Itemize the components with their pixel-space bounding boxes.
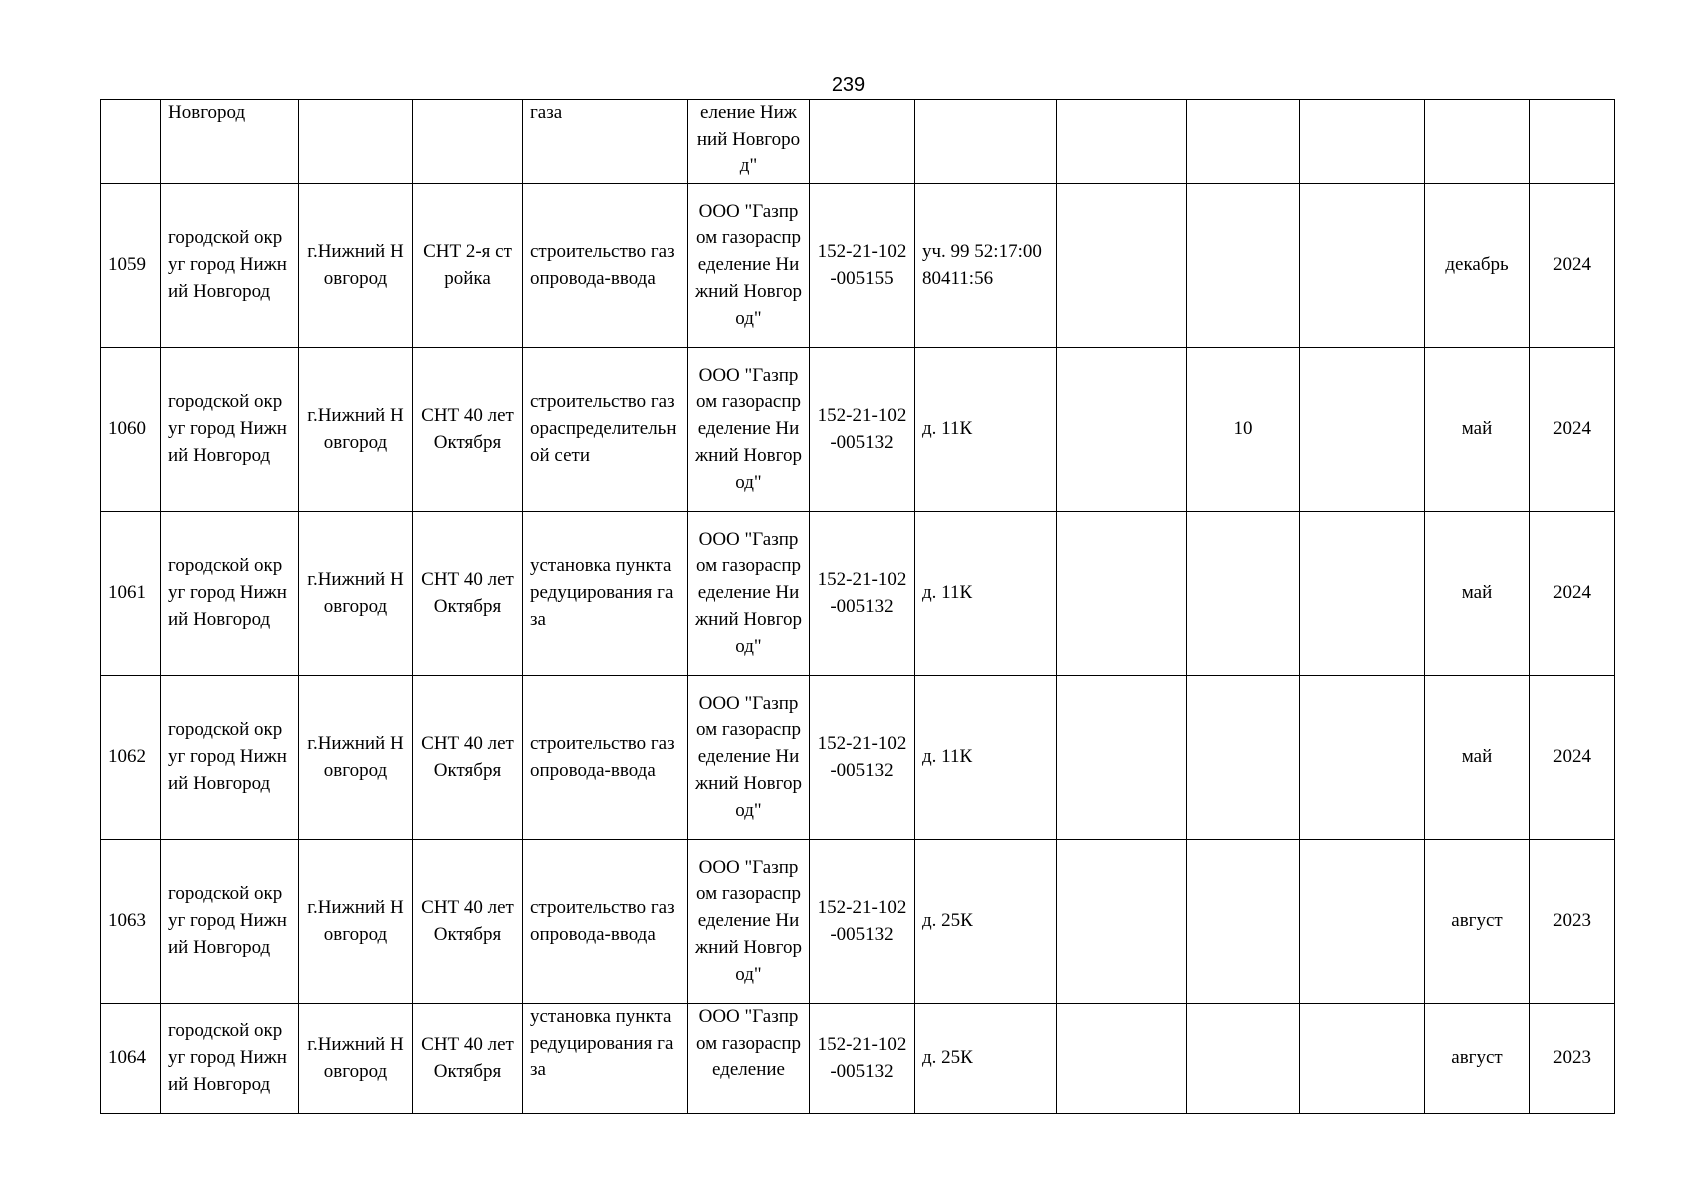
cell-settlement: г.Нижний Новгород (299, 184, 413, 348)
cell-row-number: 1061 (101, 512, 161, 676)
page-number: 239 (831, 74, 866, 96)
cell-extra-3 (1300, 840, 1425, 1004)
cell-month: май (1425, 676, 1530, 840)
cell-contract: 152-21-102-005155 (810, 184, 915, 348)
table-row (101, 512, 1615, 676)
cell-settlement: г.Нижний Новгород (299, 1004, 413, 1114)
cell-address: д. 11К (915, 348, 1057, 512)
table-row-continued (101, 100, 1615, 184)
cell-row-number: 1062 (101, 676, 161, 840)
cell-year: 2023 (1530, 840, 1615, 1004)
cell-extra-2 (1187, 512, 1300, 676)
cell-address: уч. 99 52:17:0080411:56 (915, 184, 1057, 348)
table-body (101, 100, 1615, 1114)
cell-organization: еление Нижний Новгород" (688, 100, 810, 184)
table-row (101, 348, 1615, 512)
register-table (100, 99, 1615, 1114)
cell-year: 2024 (1530, 184, 1615, 348)
cell-address: д. 25К (915, 840, 1057, 1004)
cell-work-type: установка пункта редуцирования газа (523, 512, 688, 676)
cell-work-type: строительство газопровода-ввода (523, 676, 688, 840)
cell-work-type: строительство газопровода-ввода (523, 184, 688, 348)
cell-extra-3 (1300, 348, 1425, 512)
cell-site: СНТ 40 лет Октября (413, 1004, 523, 1114)
cell-month (1425, 100, 1530, 184)
cell-settlement (299, 100, 413, 184)
cell-contract: 152-21-102-005132 (810, 840, 915, 1004)
cell-organization: ООО "Газпром газораспределение Нижний Новгород" (688, 512, 810, 676)
cell-site: СНТ 40 лет Октября (413, 840, 523, 1004)
cell-extra-2 (1187, 1004, 1300, 1114)
cell-settlement: г.Нижний Новгород (299, 348, 413, 512)
cell-extra-1 (1057, 512, 1187, 676)
cell-extra-1 (1057, 1004, 1187, 1114)
cell-contract: 152-21-102-005132 (810, 348, 915, 512)
cell-organization: ООО "Газпром газораспределение Нижний Новгород" (688, 184, 810, 348)
cell-row-number: 1059 (101, 184, 161, 348)
cell-row-number: 1060 (101, 348, 161, 512)
cell-row-number: 1063 (101, 840, 161, 1004)
cell-contract: 152-21-102-005132 (810, 676, 915, 840)
cell-municipality: городской округ город Нижний Новгород (161, 512, 299, 676)
cell-extra-3 (1300, 512, 1425, 676)
cell-extra-1 (1057, 676, 1187, 840)
table-row (101, 1004, 1615, 1114)
cell-address (915, 100, 1057, 184)
cell-extra-2: 10 (1187, 348, 1300, 512)
cell-month: август (1425, 840, 1530, 1004)
cell-work-type: строительство газопровода-ввода (523, 840, 688, 1004)
cell-year (1530, 100, 1615, 184)
cell-extra-1 (1057, 840, 1187, 1004)
cell-settlement: г.Нижний Новгород (299, 840, 413, 1004)
cell-municipality: городской округ город Нижний Новгород (161, 184, 299, 348)
cell-contract: 152-21-102-005132 (810, 512, 915, 676)
cell-extra-2 (1187, 676, 1300, 840)
cell-municipality: Новгород (161, 100, 299, 184)
cell-municipality: городской округ город Нижний Новгород (161, 676, 299, 840)
cell-row-number (101, 100, 161, 184)
cell-extra-3 (1300, 676, 1425, 840)
cell-extra-1 (1057, 348, 1187, 512)
cell-extra-1 (1057, 184, 1187, 348)
cell-extra-2 (1187, 840, 1300, 1004)
cell-municipality: городской округ город Нижний Новгород (161, 840, 299, 1004)
table-row (101, 676, 1615, 840)
cell-organization: ООО "Газпром газораспределение Нижний Новгород" (688, 348, 810, 512)
cell-work-type: газа (523, 100, 688, 184)
table-row (101, 840, 1615, 1004)
cell-contract: 152-21-102-005132 (810, 1004, 915, 1114)
cell-work-type: установка пункта редуцирования газа (523, 1004, 688, 1114)
cell-site: СНТ 2-я стройка (413, 184, 523, 348)
cell-year: 2024 (1530, 676, 1615, 840)
cell-organization: ООО "Газпром газораспределение Нижний Новгород" (688, 840, 810, 1004)
cell-extra-1 (1057, 100, 1187, 184)
cell-municipality: городской округ город Нижний Новгород (161, 1004, 299, 1114)
cell-month: май (1425, 512, 1530, 676)
cell-month: май (1425, 348, 1530, 512)
cell-month: август (1425, 1004, 1530, 1114)
cell-organization: ООО "Газпром газораспределение (688, 1004, 810, 1114)
cell-year: 2024 (1530, 512, 1615, 676)
cell-year: 2023 (1530, 1004, 1615, 1114)
cell-settlement: г.Нижний Новгород (299, 512, 413, 676)
cell-address: д. 25К (915, 1004, 1057, 1114)
cell-extra-2 (1187, 100, 1300, 184)
cell-row-number: 1064 (101, 1004, 161, 1114)
cell-extra-3 (1300, 1004, 1425, 1114)
table-row (101, 184, 1615, 348)
cell-extra-3 (1300, 184, 1425, 348)
cell-settlement: г.Нижний Новгород (299, 676, 413, 840)
cell-extra-2 (1187, 184, 1300, 348)
cell-site (413, 100, 523, 184)
cell-site: СНТ 40 лет Октября (413, 348, 523, 512)
cell-municipality: городской округ город Нижний Новгород (161, 348, 299, 512)
cell-contract (810, 100, 915, 184)
cell-extra-3 (1300, 100, 1425, 184)
cell-site: СНТ 40 лет Октября (413, 676, 523, 840)
cell-work-type: строительство газораспределительной сети (523, 348, 688, 512)
cell-year: 2024 (1530, 348, 1615, 512)
cell-site: СНТ 40 лет Октября (413, 512, 523, 676)
cell-address: д. 11К (915, 512, 1057, 676)
cell-address: д. 11К (915, 676, 1057, 840)
cell-organization: ООО "Газпром газораспределение Нижний Новгород" (688, 676, 810, 840)
cell-month: декабрь (1425, 184, 1530, 348)
